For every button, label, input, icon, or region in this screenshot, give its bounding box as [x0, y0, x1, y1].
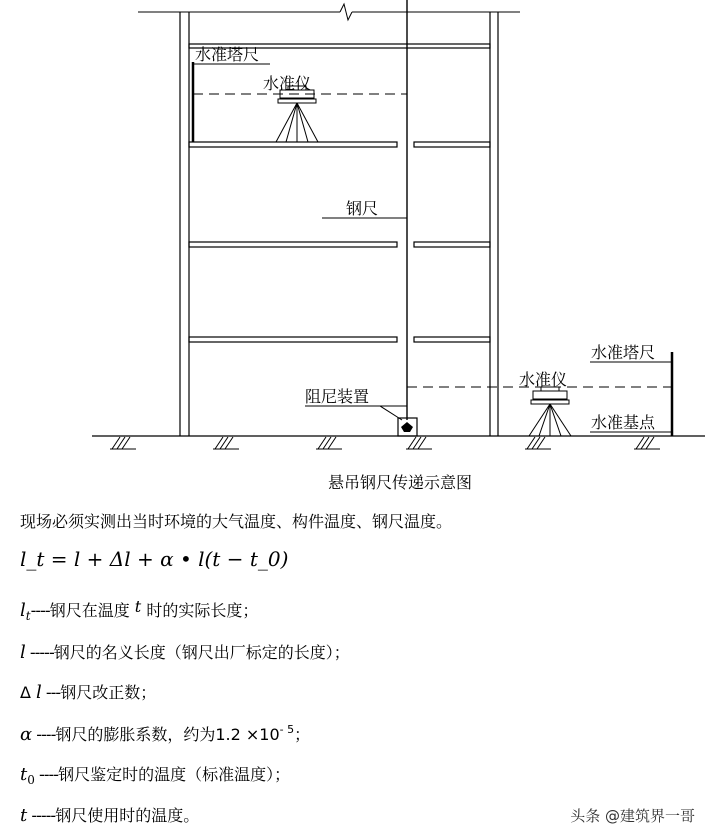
label-steel-tape: 钢尺 [346, 199, 379, 218]
top-break-line [138, 4, 520, 20]
formula-text: l_t = l + Δl + α • l(t − t_0) [20, 547, 289, 571]
ground-hatching [110, 437, 660, 449]
damper-device [398, 418, 417, 436]
label-staff-right: 水准塔尺 [591, 343, 656, 362]
label-level-bottom: 水准仪 [519, 370, 568, 389]
label-staff-top: 水准塔尺 [195, 45, 260, 64]
label-damper: 阻尼装置 [305, 387, 370, 406]
def-lt: $l_t----$钢尺在温度 t 时的实际长度； [20, 597, 259, 623]
watermark: 头条 @建筑界一哥 [570, 807, 695, 825]
formula [20, 547, 288, 571]
intro-text: 现场必须实测出当时环境的大气温度、构件温度、钢尺温度。 [20, 512, 453, 531]
label-level-top: 水准仪 [263, 74, 312, 93]
label-benchmark: 水准基点 [591, 413, 656, 432]
building-frame [180, 12, 498, 436]
def-t0: $t_0$ ----钢尺鉴定时的温度（标准温度）； [20, 764, 291, 787]
def-alpha: α ----钢尺的膨胀系数，约为$1.2 \times 10^{- 5}$； [20, 723, 311, 745]
diagram-caption: 悬吊钢尺传递示意图 [327, 473, 472, 492]
bottom-level-instrument [529, 387, 571, 436]
def-l: l -----钢尺的名义长度（钢尺出厂标定的长度）； [20, 642, 350, 663]
def-delta-l: Δ l ---钢尺改正数； [20, 682, 157, 703]
def-t: t -----钢尺使用时的温度。 [20, 805, 200, 826]
